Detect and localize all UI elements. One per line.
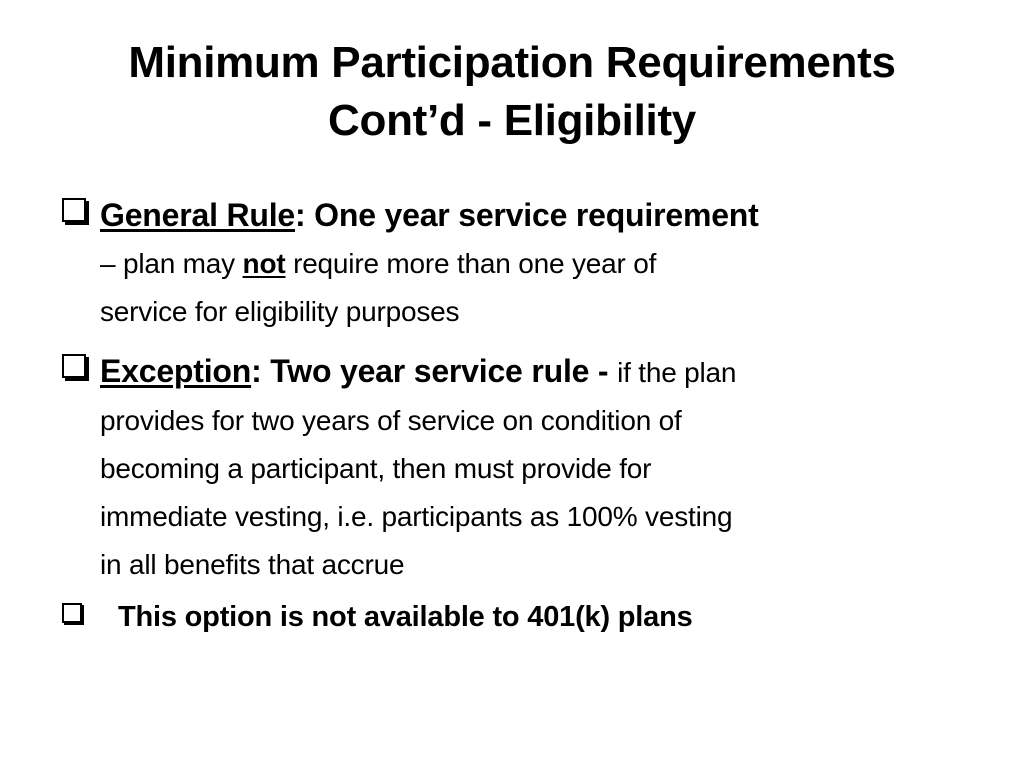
bullet-body-line [100, 240, 962, 288]
bullet-body-line: provides for two years of service on condition of [100, 405, 682, 436]
bullet-401k-note [62, 599, 962, 635]
bullet-body-line: becoming a participant, then must provide for [100, 453, 652, 484]
bullet-heading-text: One year service requirement [305, 197, 759, 233]
bullet-body-line: immediate vesting, i.e. participants as 100% vesting [100, 501, 733, 532]
slide-title [40, 34, 984, 150]
title-line-2: Cont’d - Eligibility [328, 96, 696, 145]
bullet-text: if the plan [617, 357, 737, 388]
checkbox-icon [62, 603, 82, 623]
bullet-heading [100, 346, 962, 397]
bullet-heading-text: This option is not available to 401(k) plans [118, 601, 693, 633]
bullet-dash: - [589, 353, 618, 389]
bullet-label: General Rule [100, 197, 296, 233]
checkbox-icon [62, 198, 86, 222]
bullet-heading [100, 190, 962, 240]
bullet-general-rule [62, 190, 962, 336]
bullet-dash: – [100, 248, 123, 279]
bullet-body-line: in all benefits that accrue [100, 549, 405, 580]
title-line-1: Minimum Participation Requirements [128, 38, 896, 87]
bullet-text: plan may [122, 248, 243, 279]
bullet-colon: : [295, 197, 306, 233]
bullet-colon: : [251, 353, 262, 389]
bullet-text: require more than one year of [285, 248, 657, 279]
bullet-heading-text: Two year service rule [261, 353, 590, 389]
bullet-list [62, 190, 962, 645]
bullet-body-line: service for eligibility purposes [100, 296, 460, 327]
bullet-exception [62, 346, 962, 589]
checkbox-icon [62, 354, 86, 378]
bullet-emphasis: not [242, 248, 286, 279]
bullet-label: Exception [100, 353, 252, 389]
